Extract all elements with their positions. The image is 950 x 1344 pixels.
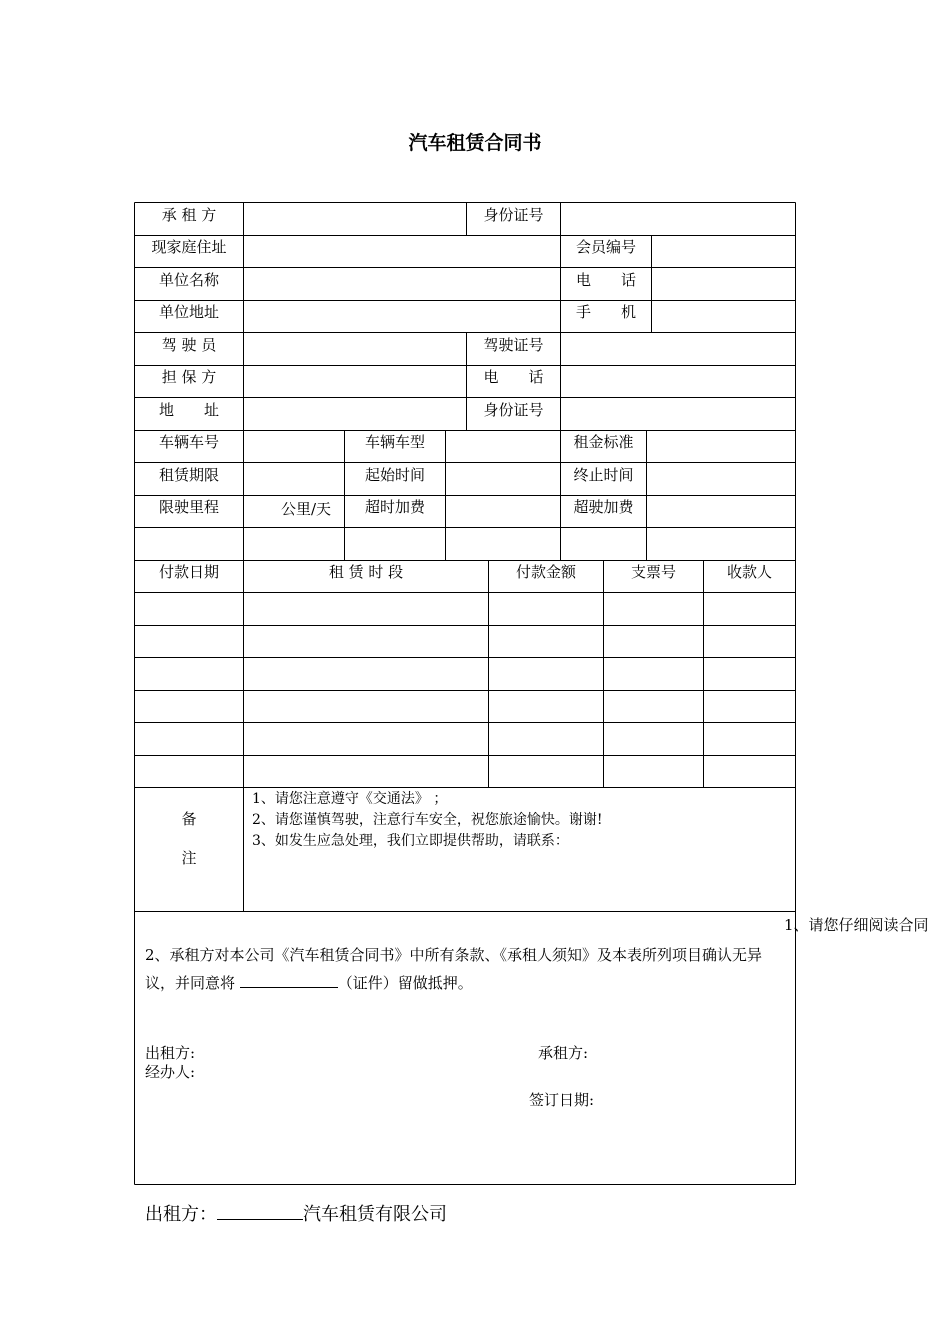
header-amount: 付款金额 xyxy=(515,563,576,581)
remarks-label-2: 注 xyxy=(181,849,197,867)
footer-blank xyxy=(217,1201,303,1220)
label-over-mileage-fee: 超驶加费 xyxy=(573,498,634,516)
document-blank xyxy=(240,971,338,988)
agreement-handler: 经办人: xyxy=(145,1063,196,1081)
footer-lessor xyxy=(145,1200,447,1226)
label-end-time: 终止时间 xyxy=(573,466,634,484)
label-km-per-day: 公里/天 xyxy=(281,500,332,518)
remarks-note-3: 3、如发生应急处理，我们立即提供帮助，请联系： xyxy=(252,833,569,849)
label-model: 车辆车型 xyxy=(364,433,425,451)
label-id-number: 身份证号 xyxy=(483,206,544,224)
label-rent-period: 租赁期限 xyxy=(158,466,219,484)
agreement-clause-2-tail: （证件）留做抵押。 xyxy=(337,974,473,992)
label-guarantor: 担 保 方 xyxy=(161,368,217,386)
header-check-no: 支票号 xyxy=(630,563,676,581)
remarks-label-1: 备 xyxy=(181,810,197,828)
agreement-sign-date: 签订日期: xyxy=(529,1091,595,1109)
label-home-address: 现家庭住址 xyxy=(151,238,227,256)
remarks-note-2: 2、请您谨慎驾驶，注意行车安全，祝您旅途愉快。谢谢! xyxy=(252,812,603,828)
agreement-clause-1: 1、请您仔细阅读合同 xyxy=(784,916,929,934)
footer-lessor-label: 出租方： xyxy=(145,1204,217,1225)
label-overtime-fee: 超时加费 xyxy=(364,498,425,516)
agreement-lessor: 出租方: xyxy=(145,1044,196,1062)
label-mobile: 手 机 xyxy=(575,303,636,321)
agreement-clause-2 xyxy=(145,941,790,997)
footer-company: 汽车租赁有限公司 xyxy=(303,1204,447,1225)
label-plate: 车辆车号 xyxy=(158,433,219,451)
label-license-no: 驾驶证号 xyxy=(483,336,544,354)
header-payee: 收款人 xyxy=(726,563,772,581)
label-company-name: 单位名称 xyxy=(158,271,219,289)
header-payment-date: 付款日期 xyxy=(158,563,219,581)
page-title: 汽车租赁合同书 xyxy=(408,132,542,154)
label-mileage-limit: 限驶里程 xyxy=(158,498,219,516)
label-member-no: 会员编号 xyxy=(575,238,636,256)
label-company-address: 单位地址 xyxy=(158,303,219,321)
label-start-time: 起始时间 xyxy=(364,466,425,484)
label-id-number-2: 身份证号 xyxy=(483,401,544,419)
agreement-clause-2-text: 2、承租方对本公司《汽车租赁合同书》中所有条款、《承租人须知》及本表所列项目确认无异议，并同意将 xyxy=(145,946,763,992)
label-rent-standard: 租金标准 xyxy=(573,433,634,451)
header-rent-period: 租 赁 时 段 xyxy=(328,563,404,581)
label-driver: 驾 驶 员 xyxy=(161,336,217,354)
remarks-note-1: 1、请您注意遵守《交通法》 ； xyxy=(252,791,448,807)
label-address: 地 址 xyxy=(158,401,219,419)
label-lessee: 承 租 方 xyxy=(161,206,217,224)
remarks-notes xyxy=(252,789,603,852)
label-phone: 电 话 xyxy=(575,271,636,289)
label-phone-2: 电 话 xyxy=(483,368,544,386)
agreement-lessee: 承租方: xyxy=(538,1044,589,1062)
